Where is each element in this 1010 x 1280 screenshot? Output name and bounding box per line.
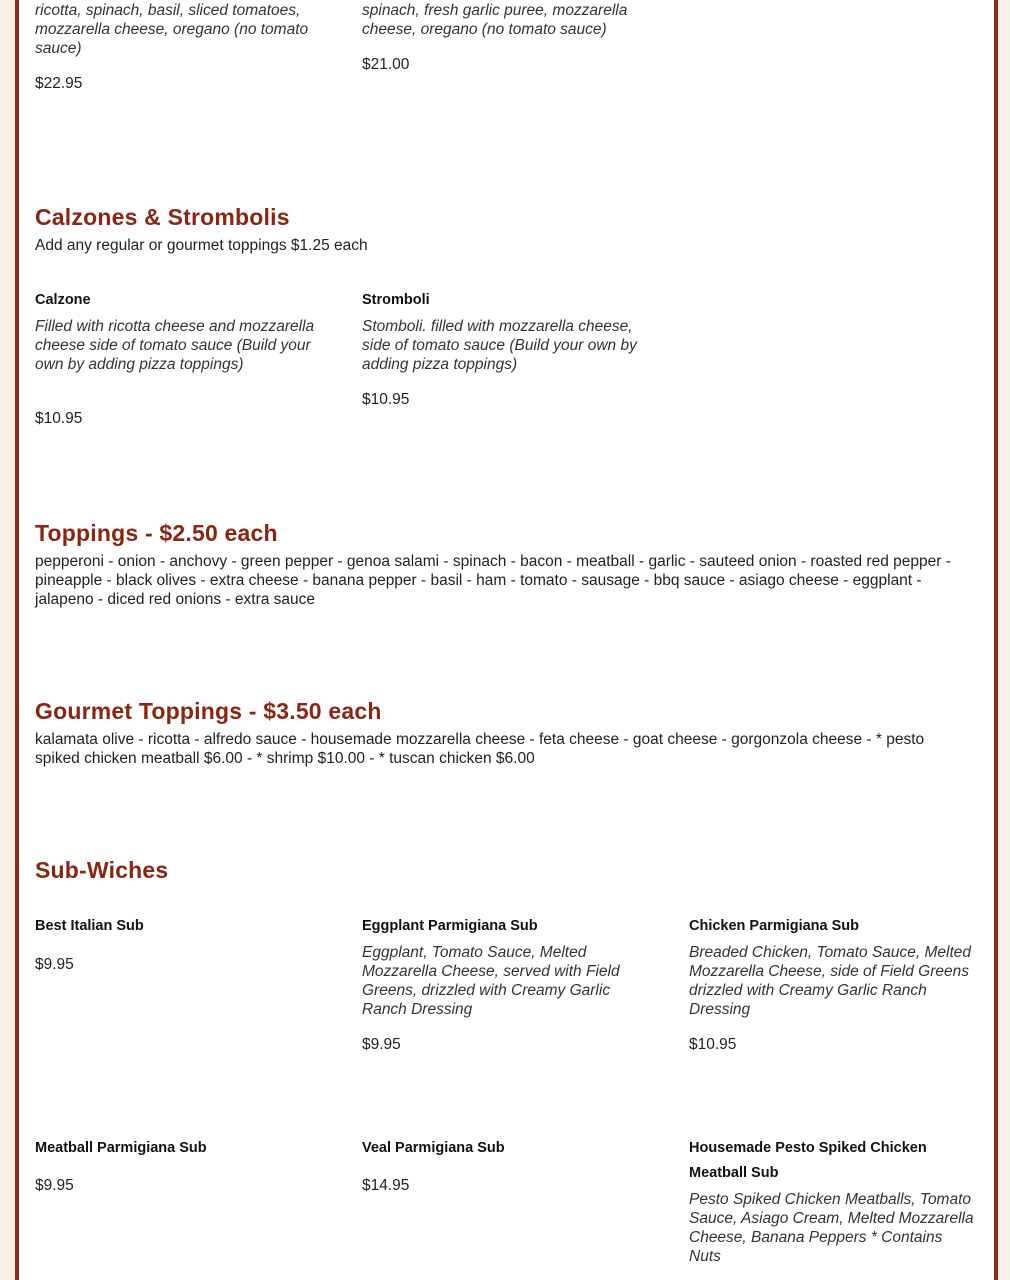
item-description: Eggplant, Tomato Sauce, Melted Mozzarella Cheese, served with Field Greens, drizzled with Creamy Garlic Ranch Dressing — [362, 944, 620, 1018]
item-name-calzone: Calzone — [35, 292, 91, 308]
item-price: $10.95 — [689, 1036, 737, 1053]
item-description: Breaded Chicken, Tomato Sauce, Melted Mozzarella Cheese, side of Field Greens drizzled with Creamy Garlic Ranch Dressing — [689, 944, 972, 1018]
item-price: $10.95 — [362, 391, 410, 408]
item-description: Pesto Spiked Chicken Meatballs, Tomato Sauce, Asiago Cream, Melted Mozzarella Cheese, Banana Peppers * Contains Nuts — [689, 1191, 974, 1265]
item-name-chicken-sub: Chicken Parmigiana Sub — [689, 918, 860, 934]
section-title-subs: Sub-Wiches — [35, 857, 169, 883]
item-description: spinach, fresh garlic puree, mozzarella cheese, oregano (no tomato sauce) — [362, 2, 628, 38]
item-price: $14.95 — [362, 1177, 410, 1194]
section-title-gourmet: Gourmet Toppings - $3.50 each — [35, 698, 382, 724]
item-name-eggplant-sub: Eggplant Parmigiana Sub — [362, 918, 538, 934]
item-description: ricotta, spinach, basil, sliced tomatoes, mozzarella cheese, oregano (no tomato sauce) — [35, 2, 309, 57]
item-description: Filled with ricotta cheese and mozzarella cheese side of tomato sauce (Build your own by adding pizza toppings) — [35, 318, 315, 373]
menu-panel — [15, 0, 998, 1280]
section-title-calzones: Calzones & Strombolis — [35, 204, 290, 230]
item-price: $21.00 — [362, 56, 410, 73]
item-name-meatball-sub: Meatball Parmigiana Sub — [35, 1140, 207, 1156]
item-name-stromboli: Stromboli — [362, 292, 430, 308]
item-name-veal-sub: Veal Parmigiana Sub — [362, 1140, 505, 1156]
section-note: Add any regular or gourmet toppings $1.25 each — [35, 237, 368, 254]
item-price: $9.95 — [362, 1036, 401, 1053]
item-description: Stomboli. filled with mozzarella cheese, side of tomato sauce (Build your own by adding pizza toppings) — [362, 318, 637, 373]
item-name-best-italian-sub: Best Italian Sub — [35, 918, 144, 934]
item-price: $9.95 — [35, 1177, 74, 1194]
item-price: $10.95 — [35, 410, 83, 427]
toppings-list: pepperoni - onion - anchovy - green pepper - genoa salami - spinach - bacon - meatball - garlic - sauteed onion - roasted red pepper - pineapple - black olives - extra cheese - banana pepper - basil - ham - tomato - sausage - bbq sauce - asiago cheese - eggplant - jalapeno - diced red onions - extra sauce — [35, 553, 951, 608]
item-name-pesto-meatball-sub: Housemade Pesto Spiked Chicken Meatball Sub — [689, 1140, 927, 1181]
item-price: $9.95 — [35, 956, 74, 973]
item-price: $22.95 — [35, 75, 83, 92]
section-title-toppings: Toppings - $2.50 each — [35, 520, 278, 546]
gourmet-toppings-list: kalamata olive - ricotta - alfredo sauce - housemade mozzarella cheese - feta cheese - goat cheese - gorgonzola cheese - * pesto spiked chicken meatball $6.00 - * shrimp $10.00 - * tuscan chicken $6.00 — [35, 731, 925, 767]
